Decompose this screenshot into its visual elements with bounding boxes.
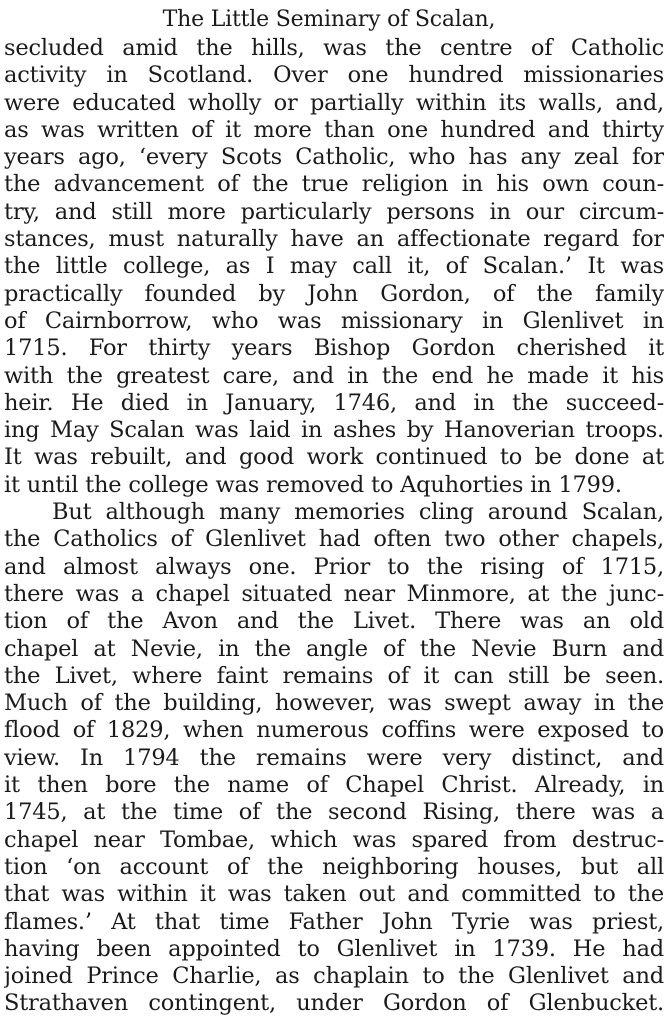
text-line: try, and still more particularly persons in our circum- bbox=[4, 198, 664, 225]
text-line: with the greatest care, and in the end he made it his bbox=[4, 362, 664, 389]
text-line: years ago, ‘every Scots Catholic, who has any zeal for bbox=[4, 144, 664, 171]
text-line: It was rebuilt, and good work continued to be done at bbox=[4, 444, 664, 471]
text-line: Much of the building, however, was swept away in the bbox=[4, 690, 664, 717]
paragraph-start-line: But although many memories cling around Scalan, bbox=[52, 499, 664, 526]
text-line: activity in Scotland. Over one hundred missionaries bbox=[4, 62, 664, 89]
text-line: it then bore the name of Chapel Christ. Already, in bbox=[4, 772, 664, 799]
text-line: having been appointed to Glenlivet in 1739. He had bbox=[4, 935, 664, 962]
text-line: practically founded by John Gordon, of the family bbox=[4, 280, 664, 307]
text-line: the Livet, where faint remains of it can still be seen. bbox=[4, 662, 664, 689]
text-line: flood of 1829, when numerous coffins were exposed to bbox=[4, 717, 664, 744]
text-line: joined Prince Charlie, as chaplain to the Glenlivet and bbox=[4, 963, 664, 990]
text-line: that was within it was taken out and committed to the bbox=[4, 881, 664, 908]
text-line: were educated wholly or partially within its walls, and, bbox=[4, 89, 664, 116]
section-heading: The Little Seminary of Scalan, bbox=[162, 7, 496, 32]
text-line: 1715. For thirty years Bishop Gordon cherished it bbox=[4, 335, 664, 362]
text-line: the advancement of the true religion in his own coun- bbox=[4, 171, 664, 198]
text-line: 1745, at the time of the second Rising, there was a bbox=[4, 799, 664, 826]
text-line: heir. He died in January, 1746, and in the succeed- bbox=[4, 389, 664, 416]
text-line: there was a chapel situated near Minmore, at the junc- bbox=[4, 580, 664, 607]
text-line: tion ‘on account of the neighboring houses, but all bbox=[4, 853, 664, 880]
text-line: chapel near Tombae, which was spared from destruc- bbox=[4, 826, 664, 853]
text-line: secluded amid the hills, was the centre of Catholic bbox=[4, 35, 664, 61]
text-line: chapel at Nevie, in the angle of the Nevie Burn and bbox=[4, 635, 664, 662]
document-page bbox=[4, 4, 664, 1018]
text-line: stances, must naturally have an affectionate regard for bbox=[4, 226, 664, 253]
text-line: ing May Scalan was laid in ashes by Hanoverian troops. bbox=[4, 417, 664, 444]
text-line: as was written of it more than one hundred and thirty bbox=[4, 116, 664, 143]
text-line: the Catholics of Glenlivet had often two other chapels, bbox=[4, 526, 664, 553]
text-line: and almost always one. Prior to the rising of 1715, bbox=[4, 553, 664, 580]
text-line: the little college, as I may call it, of Scalan.’ It was bbox=[4, 253, 664, 280]
text-line: Strathaven contingent, under Gordon of Glenbucket. bbox=[4, 990, 664, 1017]
text-line: of Cairnborrow, who was missionary in Glenlivet in bbox=[4, 307, 664, 334]
text-line: view. In 1794 the remains were very distinct, and bbox=[4, 744, 664, 771]
body-text bbox=[4, 35, 664, 1018]
text-line: tion of the Avon and the Livet. There was an old bbox=[4, 608, 664, 635]
paragraph-end-line: it until the college was removed to Aquhorties in 1799. bbox=[4, 471, 622, 498]
text-line: flames.’ At that time Father John Tyrie was priest, bbox=[4, 908, 664, 935]
